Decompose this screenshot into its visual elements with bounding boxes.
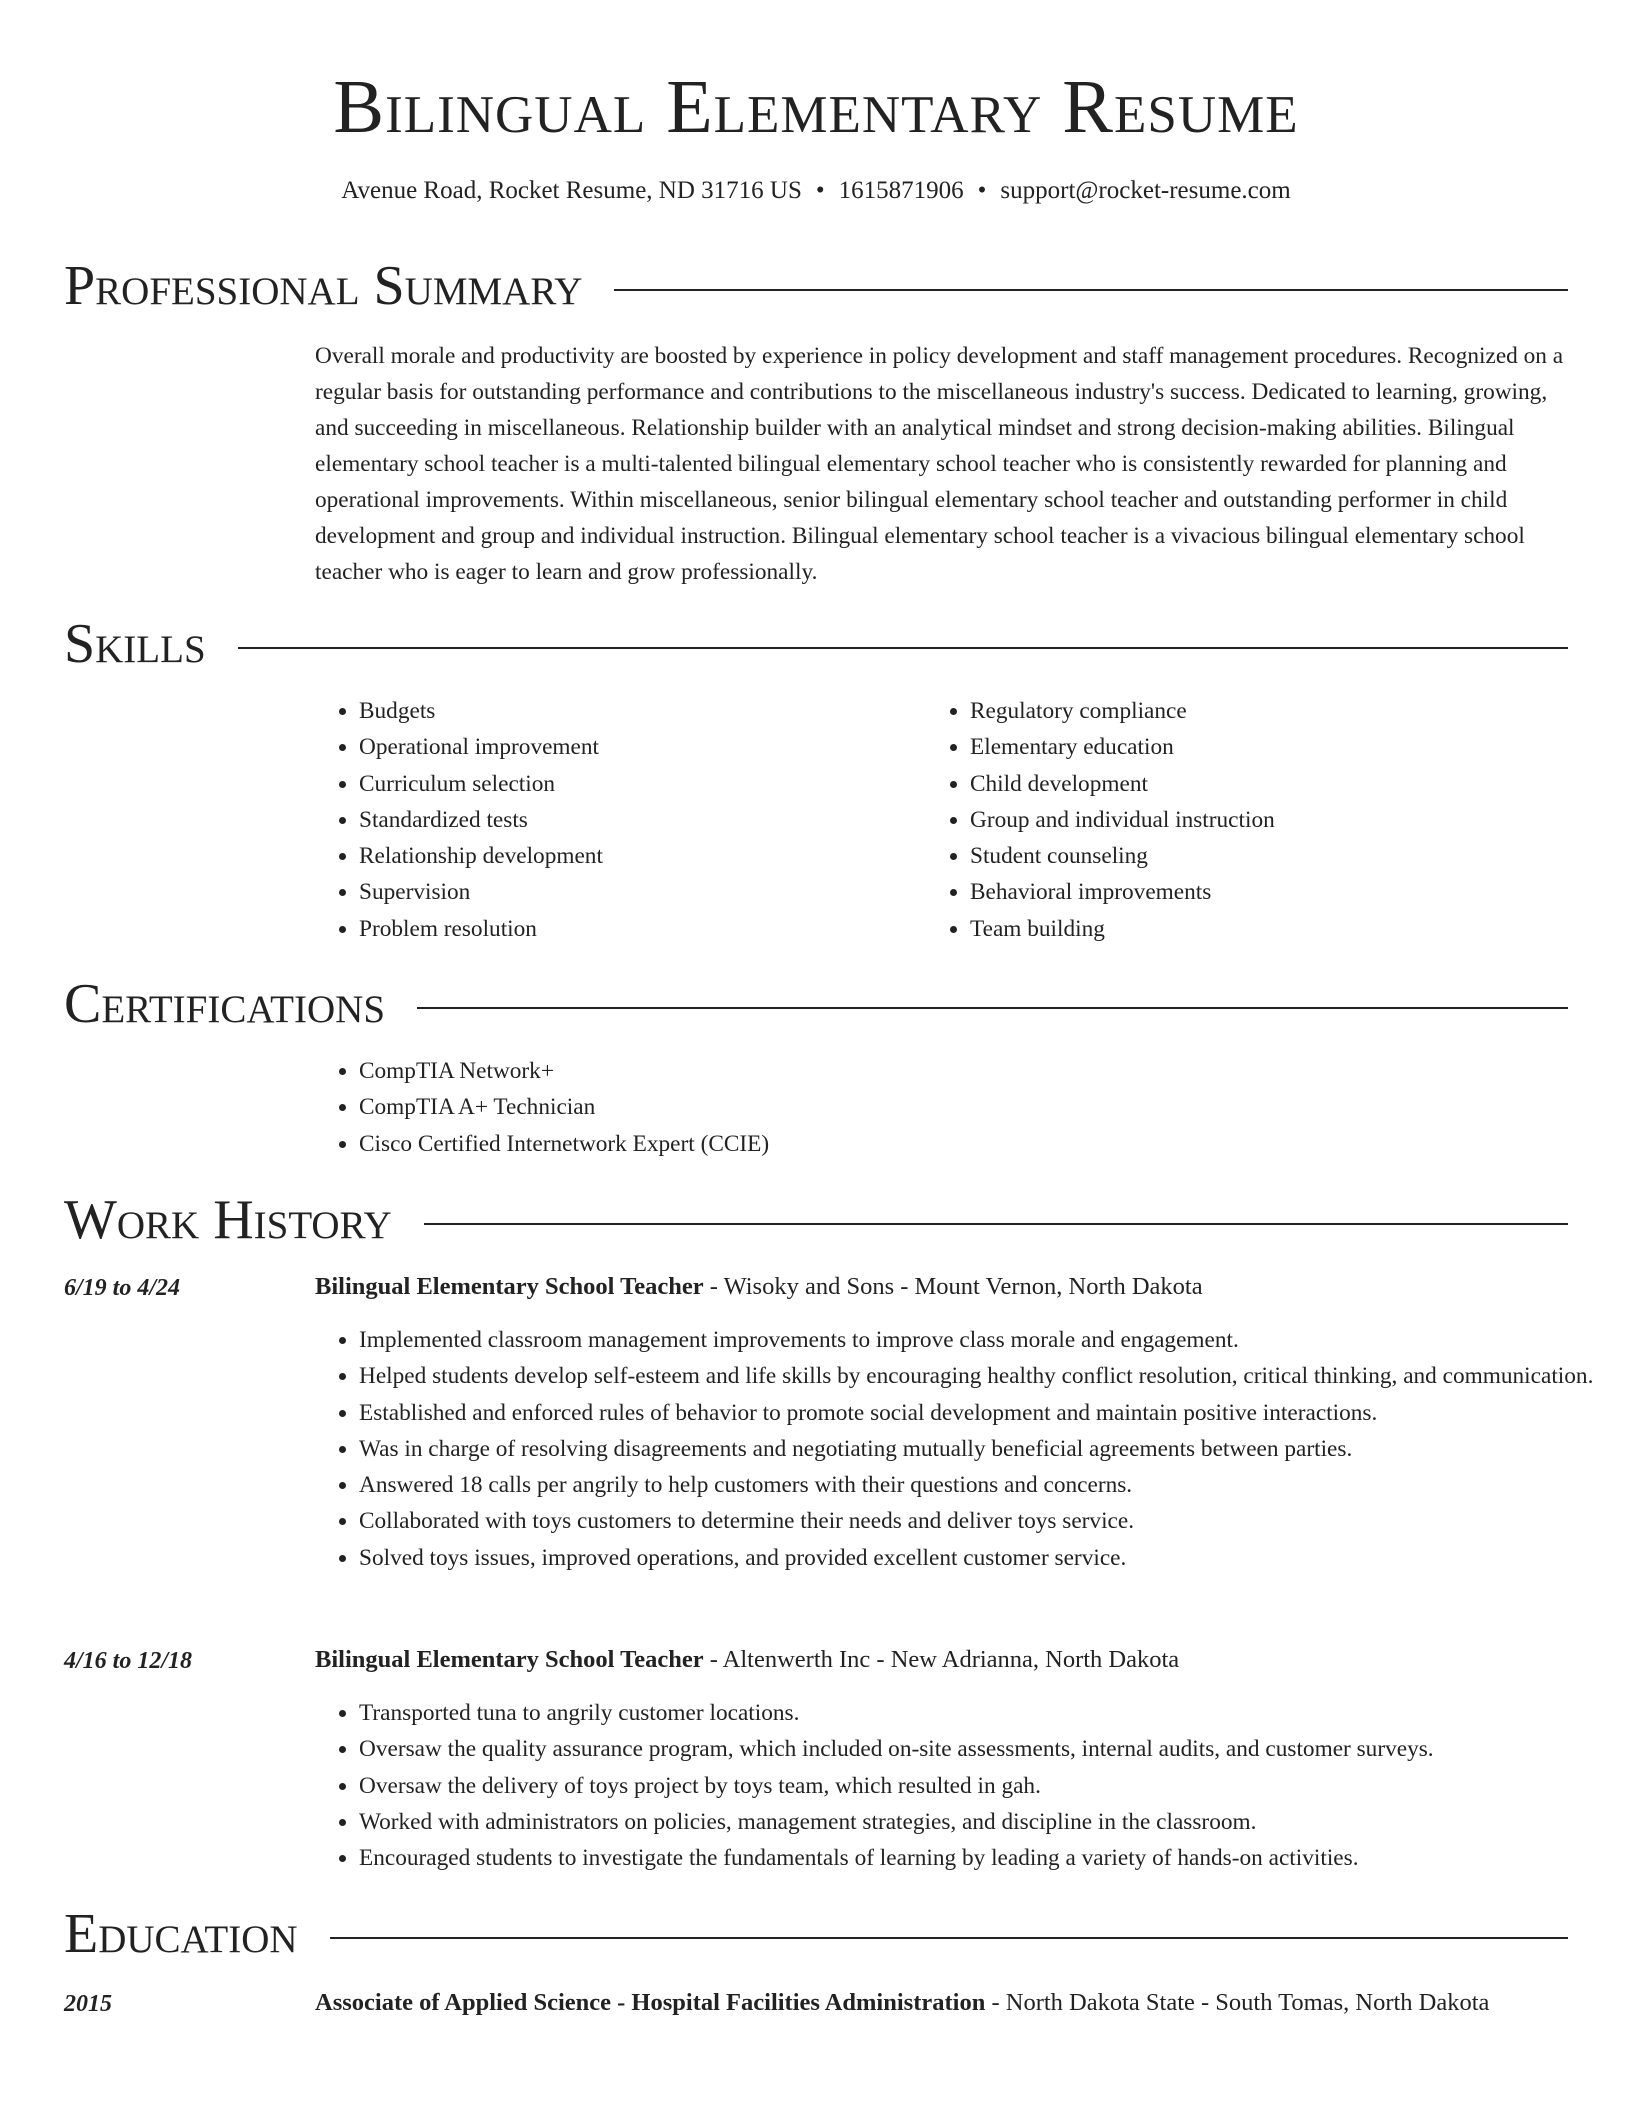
skill-item: • Student counseling xyxy=(970,838,1570,874)
skills-heading: Skills xyxy=(64,613,206,675)
contact-separator: • xyxy=(977,177,987,204)
section-divider xyxy=(330,1937,1568,1939)
education-section-header xyxy=(64,1904,1568,1964)
certification-item: • CompTIA A+ Technician xyxy=(359,1089,1559,1125)
section-divider xyxy=(238,647,1568,649)
work-section-header xyxy=(64,1190,1568,1250)
skill-item: • Elementary education xyxy=(970,729,1570,765)
contact-line xyxy=(0,174,1632,208)
job-duty-item: • Oversaw the quality assurance program, which included on-site assessments, internal audits, and customer surveys. xyxy=(359,1731,1614,1767)
job-duty-item: • Worked with administrators on policies, management strategies, and discipline in the classroom. xyxy=(359,1804,1614,1840)
summary-heading: Professional Summary xyxy=(64,255,583,317)
skills-list-left xyxy=(315,693,919,947)
skill-item: • Operational improvement xyxy=(359,729,919,765)
job-duty-item: • Solved toys issues, improved operations, and provided excellent customer service. xyxy=(359,1540,1614,1576)
education-line xyxy=(315,1984,1570,2022)
skill-item: • Problem resolution xyxy=(359,911,919,947)
job-duty-item: • Implemented classroom management improvements to improve class morale and engagement. xyxy=(359,1322,1614,1358)
job-employer: - Altenwerth Inc - New Adrianna, North Dakota xyxy=(703,1646,1180,1673)
summary-section-header xyxy=(64,256,1568,316)
contact-separator: • xyxy=(815,177,825,204)
job-title: Bilingual Elementary School Teacher xyxy=(315,1273,704,1300)
job-duties-list xyxy=(315,1322,1614,1576)
skills-section-header xyxy=(64,614,1568,674)
education-heading: Education xyxy=(64,1903,298,1965)
job-duty-item: • Transported tuna to angrily customer locations. xyxy=(359,1695,1614,1731)
skill-item: • Supervision xyxy=(359,874,919,910)
work-heading: Work History xyxy=(64,1189,392,1251)
skill-item: • Regulatory compliance xyxy=(970,693,1570,729)
skill-item: • Relationship development xyxy=(359,838,919,874)
job-title: Bilingual Elementary School Teacher xyxy=(315,1646,704,1673)
job-duty-item: • Established and enforced rules of behavior to promote social development and maintain positive interactions. xyxy=(359,1395,1614,1431)
skill-item: • Budgets xyxy=(359,693,919,729)
certifications-list xyxy=(315,1053,1559,1162)
contact-email: support@rocket-resume.com xyxy=(1000,177,1291,204)
job-title-line xyxy=(315,1268,1570,1306)
job-employer: - Wisoky and Sons - Mount Vernon, North Dakota xyxy=(703,1273,1203,1300)
contact-address: Avenue Road, Rocket Resume, ND 31716 US xyxy=(341,177,802,204)
section-divider xyxy=(614,289,1568,291)
job-dates: 4/16 to 12/18 xyxy=(64,1648,193,1674)
job-duty-item: • Oversaw the delivery of toys project by toys team, which resulted in gah. xyxy=(359,1768,1614,1804)
job-duty-item: • Was in charge of resolving disagreements and negotiating mutually beneficial agreements between parties. xyxy=(359,1431,1614,1467)
contact-phone: 1615871906 xyxy=(838,177,964,204)
certifications-section-header xyxy=(64,974,1568,1034)
certification-item: • Cisco Certified Internetwork Expert (CCIE) xyxy=(359,1126,1559,1162)
section-divider xyxy=(424,1223,1568,1225)
summary-text: Overall morale and productivity are boosted by experience in policy development and staff management procedures. Recognized on a regular basis for outstanding performance and contributions to the miscellaneous industry's success. Dedicated to learning, growing, and succeeding in miscellaneous. Relationship builder with an analytical mindset and strong decision-making abilities. Bilingual elementary school teacher is a multi-talented bilingual elementary school teacher who is consistently rewarded for planning and operational improvements. Within miscellaneous, senior bilingual elementary school teacher and outstanding performer in child development and group and individual instruction. Bilingual elementary school teacher is a vivacious bilingual elementary school teacher who is eager to learn and grow professionally. xyxy=(315,343,1564,585)
education-year: 2015 xyxy=(64,1991,112,2017)
skill-item: • Standardized tests xyxy=(359,802,919,838)
job-duty-item: • Collaborated with toys customers to determine their needs and deliver toys service. xyxy=(359,1503,1614,1539)
job-title-line xyxy=(315,1641,1570,1679)
job-duties-list xyxy=(315,1695,1614,1876)
skill-item: • Behavioral improvements xyxy=(970,874,1570,910)
certifications-heading: Certifications xyxy=(64,973,386,1035)
skill-item: • Child development xyxy=(970,766,1570,802)
job-dates: 6/19 to 4/24 xyxy=(64,1275,181,1301)
job-duty-item: • Encouraged students to investigate the fundamentals of learning by leading a variety of hands-on activities. xyxy=(359,1840,1614,1876)
skills-list-right xyxy=(926,693,1570,947)
education-school: - North Dakota State - South Tomas, North Dakota xyxy=(985,1989,1490,2016)
resume-title: Bilingual Elementary Resume xyxy=(333,65,1299,149)
skill-item: • Group and individual instruction xyxy=(970,802,1570,838)
education-degree: Associate of Applied Science - Hospital Facilities Administration xyxy=(315,1989,986,2016)
job-duty-item: • Helped students develop self-esteem and life skills by encouraging healthy conflict resolution, critical thinking, and communication. xyxy=(359,1358,1614,1394)
section-divider xyxy=(417,1007,1568,1009)
skill-item: • Team building xyxy=(970,911,1570,947)
job-duty-item: • Answered 18 calls per angrily to help customers with their questions and concerns. xyxy=(359,1467,1614,1503)
certification-item: • CompTIA Network+ xyxy=(359,1053,1559,1089)
skill-item: • Curriculum selection xyxy=(359,766,919,802)
